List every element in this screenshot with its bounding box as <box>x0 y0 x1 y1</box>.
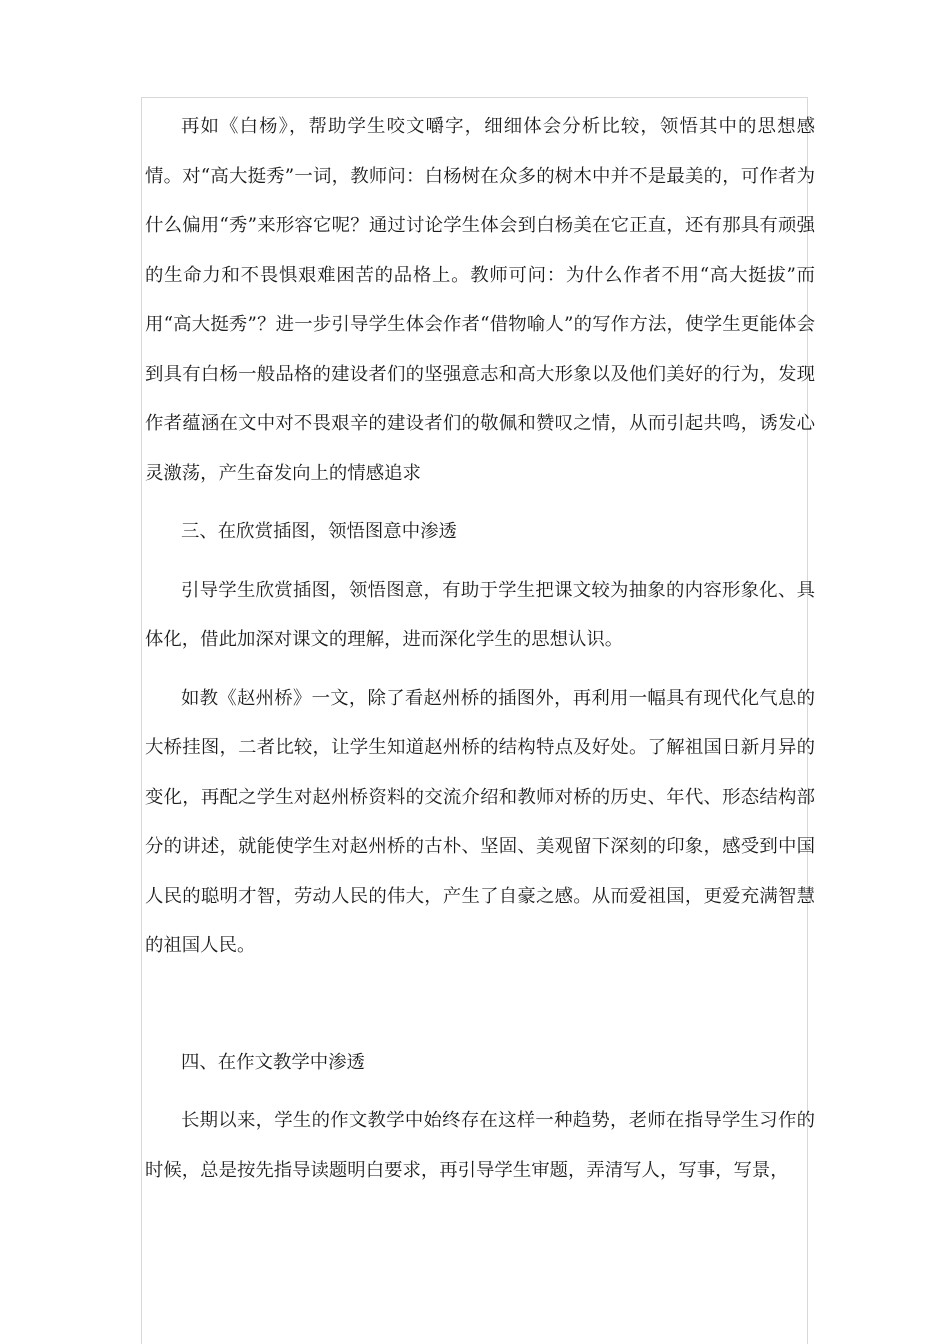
paragraph-zhaozhou-bridge: 如教《赵州桥》一文，除了看赵州桥的插图外，再利用一幅具有现代化气息的大桥挂图，二者比较，让学生知道赵州桥的结构特点及好处。了解祖国日新月异的变化，再配之学生对赵州桥资料的交流介绍和教师对桥的历史、年代、形态结构部分的讲述，就能使学生对赵州桥的古朴、坚固、美观留下深刻的印象，感受到中国人民的聪明才智，劳动人民的伟大，产生了自豪之感。从而爱祖国，更爱充满智慧的祖国人民。 <box>145 687 815 956</box>
blank-line <box>145 980 815 1038</box>
paragraph-illustration-intro: 引导学生欣赏插图，领悟图意，有助于学生把课文较为抽象的内容形象化、具体化，借此加深对课文的理解，进而深化学生的思想认识。 <box>145 579 815 650</box>
document-body <box>145 102 815 1204</box>
section-heading-3: 三、在欣赏插图，领悟图意中渗透 <box>181 521 457 542</box>
section-heading-4: 四、在作文教学中渗透 <box>181 1051 365 1073</box>
paragraph-baiyang: 再如《白杨》，帮助学生咬文嚼字，细细体会分析比较，领悟其中的思想感情。对“高大挺秀”一词，教师问：白杨树在众多的树木中并不是最美的，可作者为什么偏用“秀”来形容它呢？通过讨论学生体会到白杨美在它正直，还有那具有顽强的生命力和不畏惧艰难困苦的品格上。教师可问：为什么作者不用“高大挺拔”而用“高大挺秀”？进一步引导学生体会作者“借物喻人”的写作方法，使学生更能体会到具有白杨一般品格的建设者们的坚强意志和高大形象以及他们美好的行为，发现作者蕴涵在文中对不畏艰辛的建设者们的敬佩和赞叹之情，从而引起共鸣，诱发心灵激荡，产生奋发向上的情感追求 <box>145 116 815 484</box>
paragraph-composition-teaching: 长期以来，学生的作文教学中始终存在这样一种趋势，老师在指导学生习作的时候，总是按先指导读题明白要求，再引导学生审题，弄清写人，写事，写景， <box>145 1110 815 1181</box>
